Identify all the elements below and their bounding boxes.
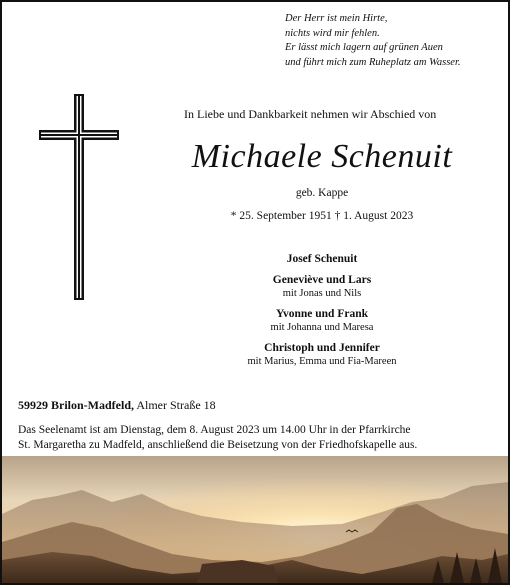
mourner-group — [132, 252, 510, 266]
mourner-group — [132, 341, 510, 368]
psalm-verse — [285, 12, 461, 70]
psalm-line: Er lässt mich lagern auf grünen Auen — [285, 42, 443, 53]
service-line: Das Seelenamt ist am Dienstag, dem 8. August 2023 um 14.00 Uhr in der Pfarrkirche — [18, 424, 411, 436]
mountain-sunset-image — [2, 456, 508, 583]
cross-icon — [39, 94, 119, 300]
mourner-name: Yvonne und Frank — [275, 308, 369, 320]
mourner-children: mit Marius, Emma und Fia-Mareen — [247, 356, 397, 367]
birth-name: geb. Kappe — [295, 187, 349, 199]
address-street: Almer Straße 18 — [136, 398, 216, 412]
mourner-children: mit Jonas und Nils — [282, 288, 362, 299]
mourners-list — [132, 252, 510, 375]
psalm-line: und führt mich zum Ruheplatz am Wasser. — [285, 56, 461, 68]
mourner-name: Christoph und Jennifer — [264, 342, 380, 354]
mourner-name: Josef Schenuit — [286, 253, 358, 265]
intro-text: In Liebe und Dankbarkeit nehmen wir Abschied von — [184, 107, 437, 121]
address-place: 59929 Brilon-Madfeld, — [18, 398, 134, 412]
mourner-group — [132, 307, 510, 334]
psalm-line: nichts wird mir fehlen. — [285, 27, 380, 39]
psalm-line: Der Herr ist mein Hirte, — [285, 13, 388, 24]
family-address — [18, 398, 216, 413]
service-announcement — [18, 423, 417, 452]
mourner-children: mit Johanna und Maresa — [270, 322, 374, 333]
deceased-name: Michaele Schenuit — [191, 138, 453, 175]
mourner-name: Geneviève und Lars — [272, 274, 372, 286]
life-dates: * 25. September 1951 † 1. August 2023 — [230, 210, 414, 222]
service-line: St. Margaretha zu Madfeld, anschließend die Beisetzung von der Friedhofskapelle aus. — [18, 438, 418, 451]
mourner-group — [132, 273, 510, 300]
